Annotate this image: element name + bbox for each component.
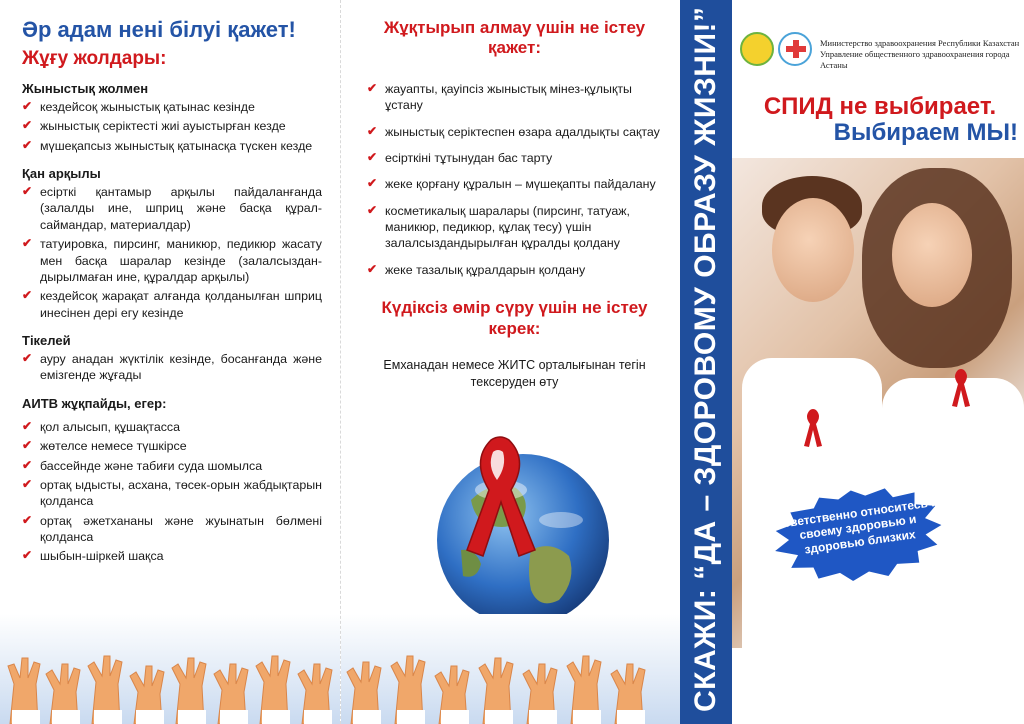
- list-item: ✔ ортақ ыдысты, асхана, төсек-орын жабдықтарын қолданса: [22, 476, 322, 509]
- section-heading: Жыныстық жолмен: [22, 80, 149, 96]
- list-item: ✔ ортақ әжетхананы және жуынатын бөлмені қолданса: [22, 512, 322, 545]
- hands-illustration: [341, 614, 680, 724]
- testing-heading: Күдіксіз өмір сүру үшін не істеу керек:: [381, 298, 648, 338]
- ministry-line: Управление общественного здравоохранения города Астаны: [820, 49, 1010, 71]
- check-icon: ✔: [22, 98, 33, 113]
- left-title: Әр адам нені білуі қажет!: [22, 17, 296, 42]
- section-heading: Қан арқылы: [22, 166, 101, 182]
- face-shape: [772, 198, 854, 302]
- check-icon: ✔: [367, 176, 378, 191]
- check-icon: ✔: [22, 288, 33, 303]
- list-item: ✔ жауапты, қауіпсіз жыныстық мінез-құлықты ұстану: [367, 80, 632, 113]
- check-icon: ✔: [22, 418, 33, 433]
- check-icon: ✔: [367, 123, 378, 138]
- slogan-line-2: Выбираем МЫ!: [833, 119, 1018, 147]
- check-icon: ✔: [22, 137, 33, 152]
- section-blood: [22, 166, 322, 321]
- slogan-line-1: СПИД не выбирает.: [763, 93, 997, 120]
- list-item: ✔ есірткі қантамыр арқылы пайдаланғанда (залалды ине, шприц және басқа құрал-саймандар, материалдар): [22, 184, 322, 232]
- list-item: ✔ шыбын-шіркей шақса: [22, 548, 164, 564]
- check-icon: ✔: [22, 512, 33, 527]
- check-icon: ✔: [367, 80, 378, 95]
- face-shape: [892, 203, 972, 307]
- list-item: ✔ жеке тазалық құралдарын қолдану: [367, 261, 586, 277]
- right-panel: [732, 0, 1024, 724]
- red-ribbon-icon: [802, 408, 824, 448]
- list-item: ✔ жеке қорғану құралын – мүшеқапты пайдалану: [367, 176, 656, 192]
- middle-panel: [340, 0, 680, 724]
- slogan: [742, 94, 1018, 147]
- ministry-text: [820, 38, 1024, 71]
- list-item: ✔ кездейсоқ жарақат алғанда қолданылған шприц инесінен дері егу кезінде: [22, 288, 322, 320]
- section-heading: АИТВ жұқпайды, егер:: [22, 395, 167, 411]
- check-icon: ✔: [22, 351, 33, 366]
- section-sexual: [22, 81, 322, 154]
- list-item: ✔ жыныстық серіктесті жиі ауыстырған кезде: [22, 118, 286, 134]
- check-icon: ✔: [367, 202, 378, 217]
- globe-with-ribbon: [431, 430, 611, 630]
- ministry-header: [740, 30, 1020, 70]
- list-item: ✔ татуировка, пирсинг, маникюр, педикюр жасату мен басқа шаралар кезінде (залалсыздан-дырылмаған ине, құралдар арқылы): [22, 236, 322, 284]
- check-icon: ✔: [367, 261, 378, 276]
- prevention-heading: Жұқтырып алмау үшін не істеу қажет:: [383, 18, 646, 58]
- testing-note: Емханадан немесе ЖИТС орталығынан тегін тексеруден өту: [383, 357, 646, 390]
- slogan-band: [680, 0, 732, 724]
- check-icon: ✔: [22, 236, 33, 251]
- check-icon: ✔: [22, 438, 33, 453]
- list-item: ✔ косметикалық шаралары (пирсинг, татуаж, маникюр, педикюр, құлақ тесу) үшін залалсыздандырылған құралды қолдану: [367, 202, 630, 251]
- raised-hands-image: [0, 614, 340, 724]
- section-not-transmitted: [22, 396, 322, 565]
- list-item: ✔ мүшеқапсыз жыныстық қатынасқа түскен кезде: [22, 137, 313, 153]
- check-icon: ✔: [22, 118, 33, 133]
- ministry-logo-icon: [740, 32, 774, 66]
- check-icon: ✔: [22, 476, 33, 491]
- list-item: ✔ жыныстық серіктеспен өзара адалдықты сақтау: [367, 123, 660, 139]
- left-panel: [0, 0, 340, 724]
- hands-illustration: [0, 614, 340, 724]
- raised-hands-image: [341, 614, 680, 724]
- list-item: ✔ жөтелсе немесе түшкірсе: [22, 438, 187, 454]
- couple-photo: [732, 158, 1024, 648]
- check-icon: ✔: [22, 457, 33, 472]
- check-icon: ✔: [367, 149, 378, 164]
- ministry-line: Министерство здравоохранения Республики Казахстан: [820, 38, 1020, 48]
- band-slogan: СКАЖИ: “ДА – ЗДОРОВОМУ ОБРАЗУ ЖИЗНИ!”: [689, 6, 722, 712]
- list-item: ✔ кездейсоқ жыныстық қатынас кезінде: [22, 98, 255, 114]
- section-direct: [22, 333, 322, 384]
- list-item: ✔ қол алысып, құшақтасса: [22, 418, 181, 434]
- list-item: ✔ ауру анадан жүктілік кезінде, босанғанда және емізгенде жұғады: [22, 351, 322, 383]
- section-heading: Тікелей: [22, 333, 71, 349]
- list-item: ✔ есірткіні тұтынудан бас тарту: [367, 149, 553, 165]
- responsibility-badge: Ответственно относитесь к своему здоровью и здоровью близких: [774, 494, 938, 557]
- red-ribbon-icon: [950, 368, 972, 408]
- transmission-heading: Жұғу жолдары:: [22, 48, 167, 70]
- check-icon: ✔: [22, 184, 33, 199]
- list-item: ✔ бассейнде және табиғи суда шомылса: [22, 457, 263, 473]
- check-icon: ✔: [22, 548, 33, 563]
- medical-cross-icon: [778, 32, 812, 66]
